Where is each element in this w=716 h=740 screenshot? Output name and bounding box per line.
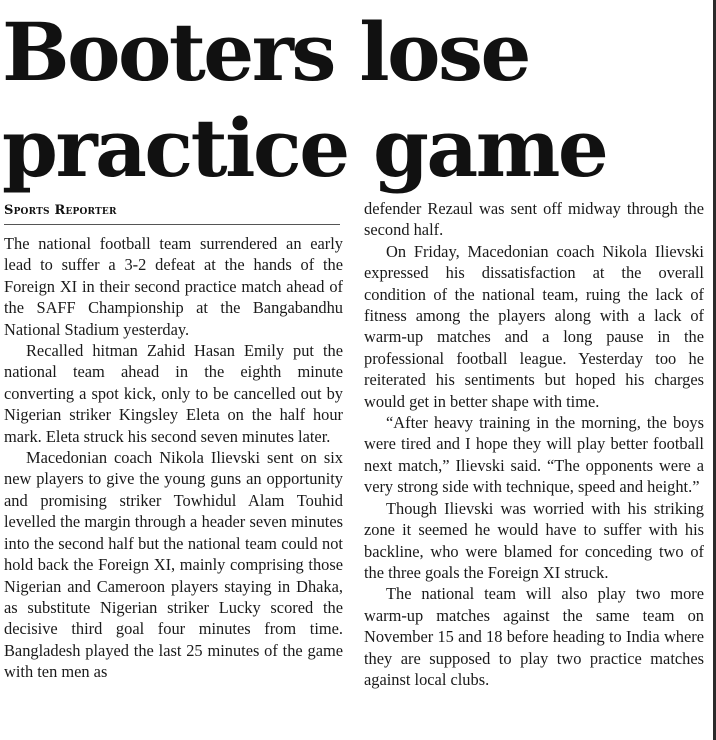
article-column-1 — [4, 233, 343, 683]
paragraph: “After heavy training in the morning, the boys were tired and I hope they will play better football next match,” Ilievski said. “The opponents were a very strong side with technique, speed and height.” — [364, 413, 704, 497]
article-column-2 — [364, 198, 704, 690]
headline-line-2: practice game — [2, 101, 607, 195]
byline: Sports Reporter — [4, 200, 340, 225]
paragraph: Macedonian coach Nikola Ilievski sent on six new players to give the young guns an opportunity and promising striker Towhidul Alam Touhid levelled the margin through a header seven minutes into the second half but the national team could not hold back the Foreign XI, mainly comprising those Nigerian and Cameroon players staying in Dhaka, as substitute Nigerian striker Lucky scored the decisive third goal four minutes from time. Bangladesh played the last 25 minutes of the game with ten men as — [4, 448, 343, 682]
paragraph: Recalled hitman Zahid Hasan Emily put the national team ahead in the eighth minute converting a spot kick, only to be cancelled out by Nigerian striker Kingsley Eleta on the half hour mark. Eleta struck his second seven minutes later. — [4, 341, 343, 446]
paragraph: Though Ilievski was worried with his striking zone it seemed he would have to suffer with his backline, who were blamed for conceding two of the three goals the Foreign XI struck. — [364, 498, 704, 582]
paragraph: The national team will also play two more warm-up matches against the same team on November 15 and 18 before heading to India where they are supposed to play two practice matches against local clubs. — [364, 584, 704, 689]
headline — [2, 4, 702, 196]
paragraph-continued: defender Rezaul was sent off midway through the second half. — [364, 199, 704, 240]
headline-line-1: Booters lose — [2, 5, 529, 99]
paragraph: The national football team surrendered an early lead to suffer a 3-2 defeat at the hands of the Foreign XI in their second practice match ahead of the SAFF Championship at the Bangabandhu National Stadium yesterday. — [4, 234, 343, 339]
paragraph: On Friday, Macedonian coach Nikola Ilievski expressed his dissatisfaction at the overall condition of the national team, ruing the lack of fitness among the players along with a lack of warm-up matches and a long pause in the professional football league. Yesterday too he reiterated his sentiments but hoped his charges would get in better shape with time. — [364, 241, 704, 411]
